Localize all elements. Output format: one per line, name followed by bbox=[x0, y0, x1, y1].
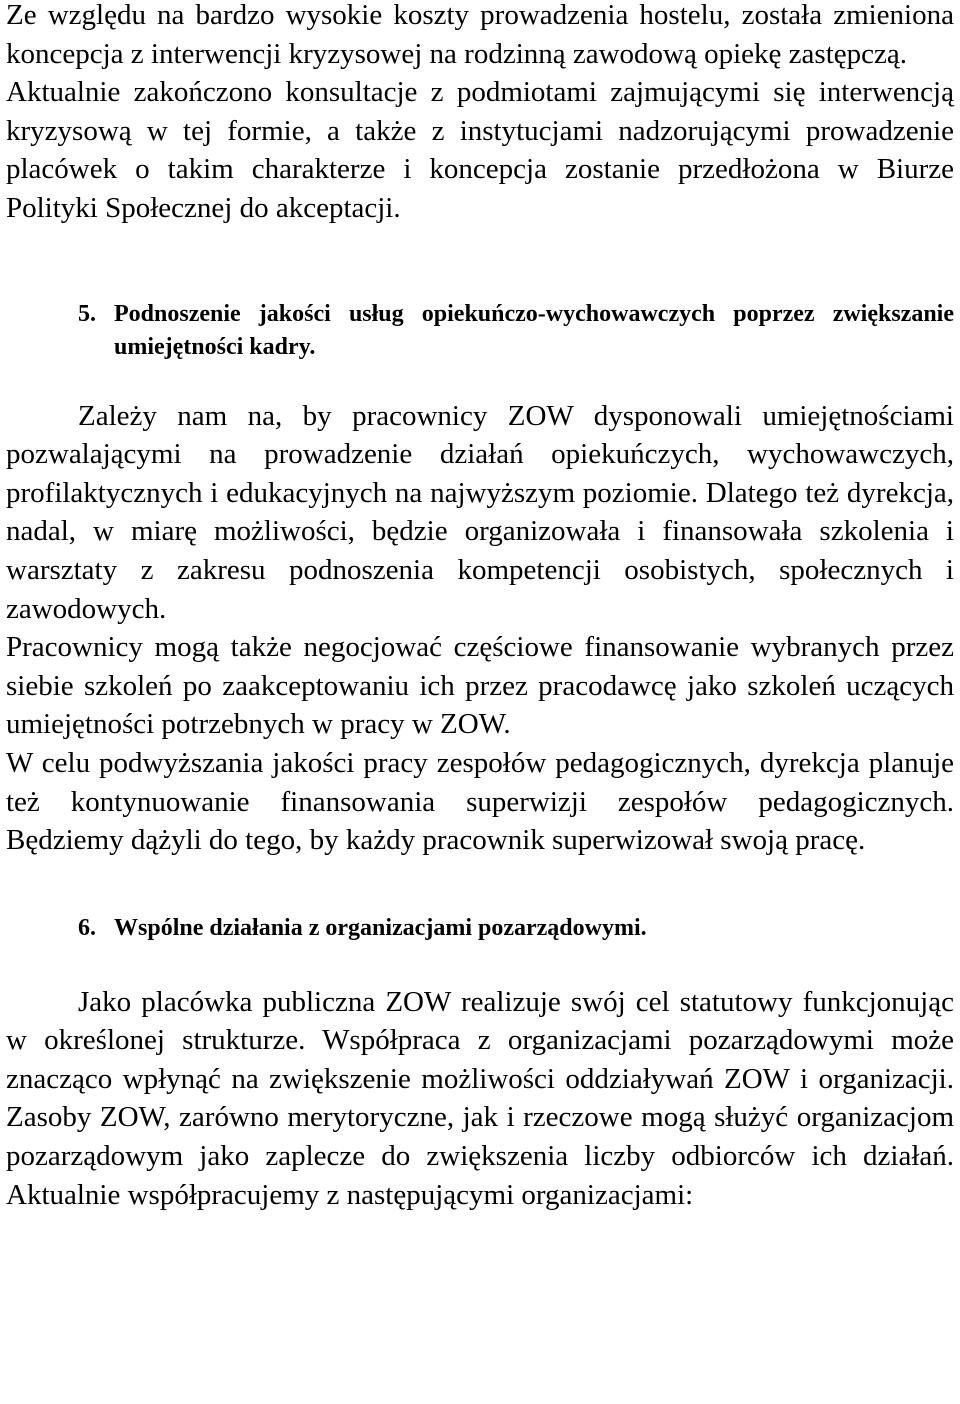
paragraph-ngo-cooperation: Jako placówka publiczna ZOW realizuje swój cel statutowy funkcjonując w określonej strukturze. Współpraca z organizacjami pozarządowymi może znacząco wpłynąć na zwiększenie możliwości oddziaływań ZOW i organizacji. Zasoby ZOW, zarówno merytoryczne, jak i rzeczowe mogą służyć organizacjom pozarządowym jako zaplecze do zwiększenia liczby odbiorców ich działań. Aktualnie współpracujemy z następującymi organizacjami: bbox=[6, 985, 954, 1211]
section-title-6: Wspólne działania z organizacjami pozarządowymi. bbox=[114, 914, 647, 941]
paragraph-consultations: Aktualnie zakończono konsultacje z podmiotami zajmującymi się interwencją kryzysową w tej formie, a także z instytucjami nadzorującymi prowadzenie placówek o takim charakterze i koncepcja zostanie przedłożona w Biurze Polityki Społecznej do akceptacji. bbox=[6, 76, 954, 224]
document-page bbox=[6, 0, 954, 1214]
section-number-5: 5. bbox=[78, 300, 96, 327]
paragraph-staff-skills: Zależy nam na, by pracownicy ZOW dysponowali umiejętnościami pozwalającymi na prowadzenie działań opiekuńczych, wychowawczych, profilaktycznych i edukacyjnych na najwyższym poziomie. Dlatego też dyrekcja, nadal, w miarę możliwości, będzie organizowała i finansowała szkolenia i warsztaty z zakresu podnoszenia kompetencji osobistych, społecznych i zawodowych. bbox=[6, 399, 954, 625]
paragraph-training-funding: Pracownicy mogą także negocjować częściowe finansowanie wybranych przez siebie szkoleń po zaakceptowaniu ich przez pracodawcę jako szkoleń uczących umiejętności potrzebnych w pracy w ZOW. bbox=[6, 631, 954, 741]
paragraph-hostel-concept: Ze względu na bardzo wysokie koszty prowadzenia hostelu, została zmieniona koncepcja z interwencji kryzysowej na rodzinną zawodową opiekę zastępczą. bbox=[6, 0, 954, 70]
section-heading-6 bbox=[6, 912, 954, 945]
section-number-6: 6. bbox=[78, 914, 96, 941]
section-title-5: Podnoszenie jakości usług opiekuńczo-wychowawczych poprzez zwiększanie umiejętności kadry. bbox=[114, 300, 954, 360]
section-heading-5 bbox=[6, 298, 954, 364]
paragraph-supervision: W celu podwyższania jakości pracy zespołów pedagogicznych, dyrekcja planuje też kontynuowanie finansowania superwizji zespołów pedagogicznych. Będziemy dążyli do tego, by każdy pracownik superwizował swoją pracę. bbox=[6, 746, 954, 857]
